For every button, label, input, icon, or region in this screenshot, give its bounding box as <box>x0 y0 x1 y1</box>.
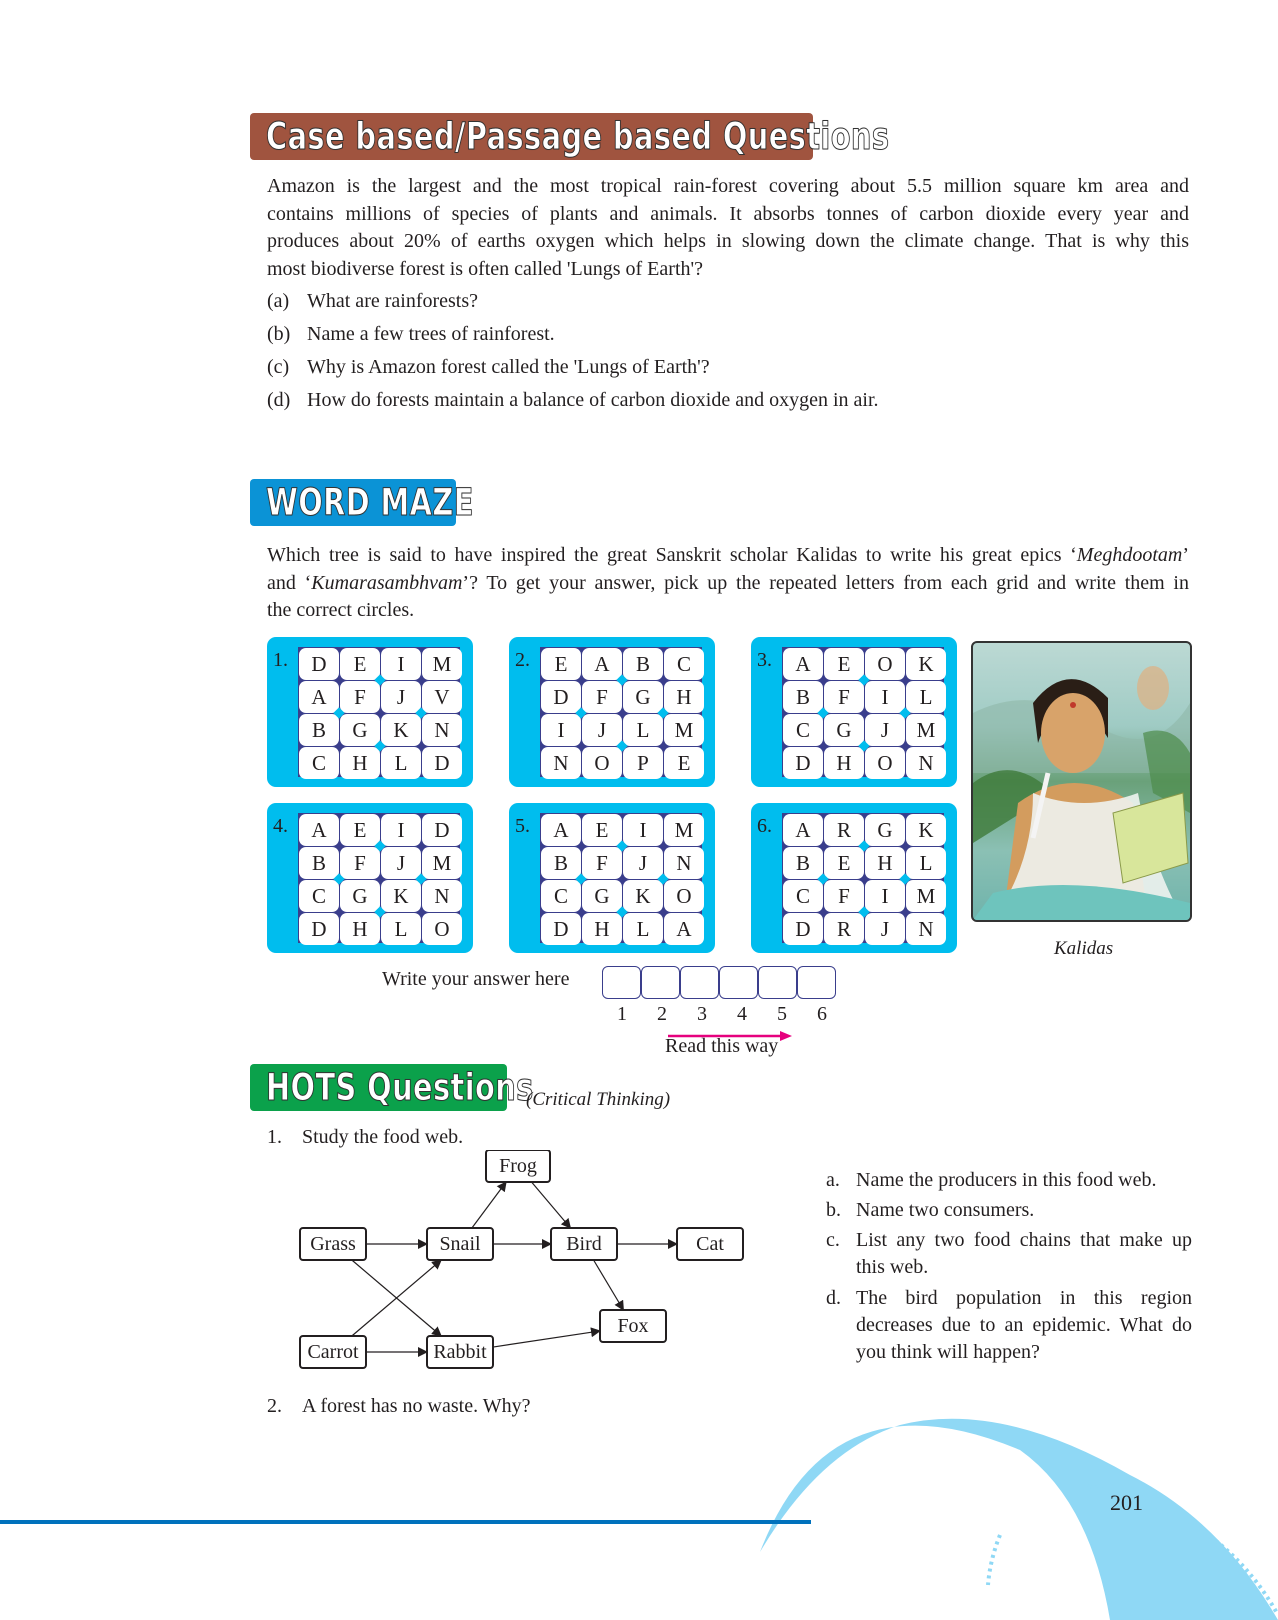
kalidas-illustration <box>973 643 1190 920</box>
passage-line: most biodiverse forest is often called 'Lungs of Earth'? <box>267 257 703 280</box>
letter-cell[interactable]: H <box>664 681 704 713</box>
letter-cell[interactable]: N <box>906 913 946 945</box>
question-text: Name a few trees of rainforest. <box>307 323 555 345</box>
letter-cell[interactable]: I <box>865 880 905 912</box>
word-grid-card <box>509 637 715 787</box>
question-label: (d) <box>267 389 291 411</box>
letter-cell[interactable]: C <box>299 880 339 912</box>
word-grid-card <box>751 637 957 787</box>
letter-cell[interactable]: C <box>783 880 823 912</box>
food-web-arrow <box>532 1182 571 1228</box>
letter-cell[interactable]: I <box>381 648 421 680</box>
answer-box[interactable] <box>641 966 680 999</box>
letter-cell[interactable]: K <box>623 880 663 912</box>
word-grid-card <box>267 637 473 787</box>
letter-cell[interactable]: D <box>541 913 581 945</box>
intro-line: the correct circles. <box>267 599 415 621</box>
letter-cell[interactable]: N <box>664 847 704 879</box>
letter-cell[interactable]: B <box>299 714 339 746</box>
question-text: Why is Amazon forest called the 'Lungs of Earth'? <box>307 356 710 378</box>
food-web-arrow <box>594 1260 624 1310</box>
letter-cell[interactable]: N <box>906 747 946 779</box>
word-grid-card <box>267 803 473 953</box>
letter-cell[interactable]: L <box>381 747 421 779</box>
grid-number: 4. <box>273 815 288 837</box>
letter-cell[interactable]: G <box>824 714 864 746</box>
letter-cell[interactable]: B <box>623 648 663 680</box>
letter-grid <box>540 813 702 943</box>
food-web-arrow <box>472 1182 506 1228</box>
food-web-node-snail <box>427 1228 493 1260</box>
letter-cell[interactable]: M <box>422 648 462 680</box>
letter-cell[interactable]: E <box>541 648 581 680</box>
hots-subtitle: (Critical Thinking) <box>526 1089 671 1110</box>
case-question <box>267 389 879 412</box>
sub-question-text: The bird population in this region decreases due to an epidemic. What do you think will happen? <box>856 1287 1192 1363</box>
letter-cell[interactable]: O <box>865 747 905 779</box>
grid-number: 5. <box>515 815 530 837</box>
food-web-node-grass <box>300 1228 366 1260</box>
question-label: 1. <box>267 1126 282 1148</box>
letter-cell[interactable]: C <box>299 747 339 779</box>
food-web-node-carrot <box>300 1336 366 1368</box>
letter-cell[interactable]: M <box>664 714 704 746</box>
question-text: Study the food web. <box>302 1126 464 1148</box>
word-grid-card <box>509 803 715 953</box>
kalidas-portrait <box>971 641 1192 922</box>
letter-cell[interactable]: G <box>582 880 622 912</box>
answer-box[interactable] <box>758 966 797 999</box>
letter-cell[interactable]: K <box>381 714 421 746</box>
letter-cell[interactable]: H <box>340 913 380 945</box>
food-web-node-cat <box>677 1228 743 1260</box>
letter-cell[interactable]: L <box>906 681 946 713</box>
food-web-node-frog <box>486 1150 550 1182</box>
case-question <box>267 323 555 346</box>
letter-grid <box>540 647 702 777</box>
passage-line: contains millions of species of plants and animals. It absorbs tonnes of carbon dioxide every year and <box>267 202 1189 225</box>
letter-cell[interactable]: A <box>299 681 339 713</box>
page-corner-decoration <box>700 1390 1278 1620</box>
letter-cell[interactable]: I <box>623 814 663 846</box>
answer-slot-number: 1 <box>617 1003 627 1025</box>
portrait-caption: Kalidas <box>1054 938 1114 959</box>
letter-cell[interactable]: K <box>381 880 421 912</box>
grid-number: 3. <box>757 649 772 671</box>
page-number: 201 <box>1110 1490 1143 1515</box>
sub-question-label: c. <box>826 1229 840 1251</box>
food-web-nodes <box>300 1150 743 1368</box>
intro-text: Which tree is said to have inspired the great Sanskrit scholar Kalidas to write his great epics ‘ <box>267 544 1077 566</box>
intro-line <box>267 570 1189 598</box>
grid-number: 1. <box>273 649 288 671</box>
answer-slot-number: 3 <box>697 1003 707 1025</box>
letter-cell[interactable]: B <box>783 847 823 879</box>
letter-cell[interactable]: B <box>783 681 823 713</box>
word-maze-intro <box>267 542 1189 625</box>
letter-cell[interactable]: G <box>865 814 905 846</box>
word-maze-heading <box>250 479 474 526</box>
sub-question-text: Name the producers in this food web. <box>856 1169 1157 1191</box>
answer-slot-number: 5 <box>777 1003 787 1025</box>
answer-boxes <box>602 966 836 999</box>
passage-line: produces about 20% of earths oxygen which helps in slowing down the climate change. That is why this <box>267 230 1189 252</box>
node-label: Cat <box>696 1233 724 1255</box>
letter-cell[interactable]: J <box>623 847 663 879</box>
epic-title: Kumarasambhvam <box>311 571 463 594</box>
letter-cell[interactable]: K <box>906 814 946 846</box>
letter-cell[interactable]: D <box>299 913 339 945</box>
letter-cell[interactable]: A <box>664 913 704 945</box>
epic-title: Meghdootam <box>1076 544 1183 566</box>
letter-cell[interactable]: F <box>824 880 864 912</box>
question-label: (b) <box>267 323 291 345</box>
hots-heading-text: HOTS Questions <box>266 1066 534 1109</box>
letter-cell[interactable]: A <box>783 648 823 680</box>
node-label: Frog <box>499 1155 537 1177</box>
letter-cell[interactable]: D <box>422 814 462 846</box>
answer-slot-number: 4 <box>737 1003 747 1025</box>
passage-line: Amazon is the largest and the most tropical rain-forest covering about 5.5 million square km area and <box>267 175 1189 197</box>
letter-cell[interactable]: F <box>340 847 380 879</box>
letter-cell[interactable]: E <box>340 648 380 680</box>
letter-cell[interactable]: O <box>422 913 462 945</box>
letter-cell[interactable]: L <box>906 847 946 879</box>
letter-cell[interactable]: A <box>541 814 581 846</box>
node-label: Snail <box>439 1233 481 1255</box>
question-label: 2. <box>267 1395 282 1417</box>
letter-cell[interactable]: B <box>541 847 581 879</box>
question-text: What are rainforests? <box>307 290 479 312</box>
letter-cell[interactable]: I <box>381 814 421 846</box>
question-text: A forest has no waste. Why? <box>302 1395 531 1417</box>
answer-slot-number: 2 <box>657 1003 667 1025</box>
case-question <box>267 356 710 379</box>
letter-cell[interactable]: H <box>865 847 905 879</box>
letter-cell[interactable]: J <box>865 714 905 746</box>
case-passage <box>267 173 1189 283</box>
intro-text: ’? To get your answer, pick up the repeated letters from each grid and write them in <box>462 571 1189 594</box>
letter-cell[interactable]: N <box>541 747 581 779</box>
letter-cell[interactable]: L <box>623 714 663 746</box>
letter-cell[interactable]: C <box>783 714 823 746</box>
letter-cell[interactable]: A <box>582 648 622 680</box>
word-grid-card <box>751 803 957 953</box>
letter-cell[interactable]: G <box>623 681 663 713</box>
letter-cell[interactable]: A <box>783 814 823 846</box>
letter-grid <box>298 647 460 777</box>
letter-cell[interactable]: I <box>865 681 905 713</box>
question-label: (a) <box>267 290 290 312</box>
letter-cell[interactable]: O <box>664 880 704 912</box>
case-question <box>267 290 478 313</box>
case-based-heading <box>250 113 890 160</box>
letter-cell[interactable]: I <box>541 714 581 746</box>
letter-cell[interactable]: M <box>906 714 946 746</box>
food-web-node-fox <box>600 1310 666 1342</box>
letter-cell[interactable]: F <box>340 681 380 713</box>
letter-cell[interactable]: A <box>299 814 339 846</box>
intro-text: ’ <box>1182 544 1189 566</box>
answer-box[interactable] <box>680 966 719 999</box>
hots-heading <box>250 1064 534 1111</box>
letter-cell[interactable]: G <box>340 714 380 746</box>
letter-cell[interactable]: K <box>906 648 946 680</box>
letter-cell[interactable]: G <box>340 880 380 912</box>
intro-line <box>267 542 1189 570</box>
node-label: Rabbit <box>433 1341 487 1363</box>
food-web-node-rabbit <box>427 1336 493 1368</box>
letter-cell[interactable]: C <box>541 880 581 912</box>
node-label: Bird <box>566 1233 602 1255</box>
letter-cell[interactable]: M <box>422 847 462 879</box>
letter-cell[interactable]: H <box>340 747 380 779</box>
letter-cell[interactable]: D <box>541 681 581 713</box>
food-web-diagram <box>290 1150 770 1390</box>
sub-question-text: Name two consumers. <box>856 1199 1035 1221</box>
answer-box[interactable] <box>602 966 641 999</box>
letter-cell[interactable]: E <box>664 747 704 779</box>
hots-question <box>267 1395 530 1418</box>
letter-cell[interactable]: O <box>582 747 622 779</box>
letter-cell[interactable]: J <box>381 681 421 713</box>
letter-cell[interactable]: P <box>623 747 663 779</box>
letter-cell[interactable]: J <box>582 714 622 746</box>
letter-cell[interactable]: C <box>664 648 704 680</box>
letter-cell[interactable]: J <box>381 847 421 879</box>
food-web-arrow <box>493 1331 600 1347</box>
question-label: (c) <box>267 356 290 378</box>
food-web-node-bird <box>551 1228 617 1260</box>
intro-text: and ‘ <box>267 571 312 594</box>
letter-cell[interactable]: E <box>824 648 864 680</box>
letter-cell[interactable]: F <box>582 847 622 879</box>
answer-box[interactable] <box>719 966 758 999</box>
letter-cell[interactable]: V <box>422 681 462 713</box>
letter-cell[interactable]: J <box>865 913 905 945</box>
letter-cell[interactable]: N <box>422 880 462 912</box>
letter-cell[interactable]: R <box>824 814 864 846</box>
letter-cell[interactable]: E <box>582 814 622 846</box>
sub-question-label: d. <box>826 1287 841 1309</box>
letter-cell[interactable]: D <box>422 747 462 779</box>
letter-cell[interactable]: B <box>299 847 339 879</box>
letter-cell[interactable]: L <box>381 913 421 945</box>
letter-cell[interactable]: M <box>906 880 946 912</box>
case-heading-text: Case based/Passage based Questions <box>266 115 890 158</box>
sub-question-label: a. <box>826 1169 840 1191</box>
letter-cell[interactable]: H <box>582 913 622 945</box>
letter-cell[interactable]: D <box>783 747 823 779</box>
word-maze-heading-text: WORD MAZE <box>266 481 474 524</box>
letter-cell[interactable]: F <box>824 681 864 713</box>
letter-cell[interactable]: O <box>865 648 905 680</box>
hots-question <box>267 1126 463 1149</box>
grid-number: 6. <box>757 815 772 837</box>
letter-cell[interactable]: F <box>582 681 622 713</box>
read-direction-label: Read this way <box>665 1035 779 1057</box>
letter-cell[interactable]: L <box>623 913 663 945</box>
letter-cell[interactable]: H <box>824 747 864 779</box>
answer-box[interactable] <box>797 966 836 999</box>
letter-grid <box>782 647 944 777</box>
sub-question-text: List any two food chains that make up this web. <box>856 1229 1192 1278</box>
answer-label: Write your answer here <box>382 968 570 990</box>
footer-rule <box>0 1520 811 1524</box>
letter-cell[interactable]: N <box>422 714 462 746</box>
node-label: Fox <box>617 1315 649 1337</box>
letter-cell[interactable]: D <box>783 913 823 945</box>
letter-cell[interactable]: D <box>299 648 339 680</box>
node-label: Carrot <box>307 1341 359 1363</box>
answer-slot-number: 6 <box>817 1003 827 1025</box>
letter-cell[interactable]: R <box>824 913 864 945</box>
letter-cell[interactable]: M <box>664 814 704 846</box>
question-text: How do forests maintain a balance of carbon dioxide and oxygen in air. <box>307 389 879 411</box>
letter-grid <box>298 813 460 943</box>
letter-grid <box>782 813 944 943</box>
letter-cell[interactable]: E <box>340 814 380 846</box>
node-label: Grass <box>310 1233 356 1255</box>
letter-cell[interactable]: E <box>824 847 864 879</box>
sub-question-label: b. <box>826 1199 841 1221</box>
grid-number: 2. <box>515 649 530 671</box>
